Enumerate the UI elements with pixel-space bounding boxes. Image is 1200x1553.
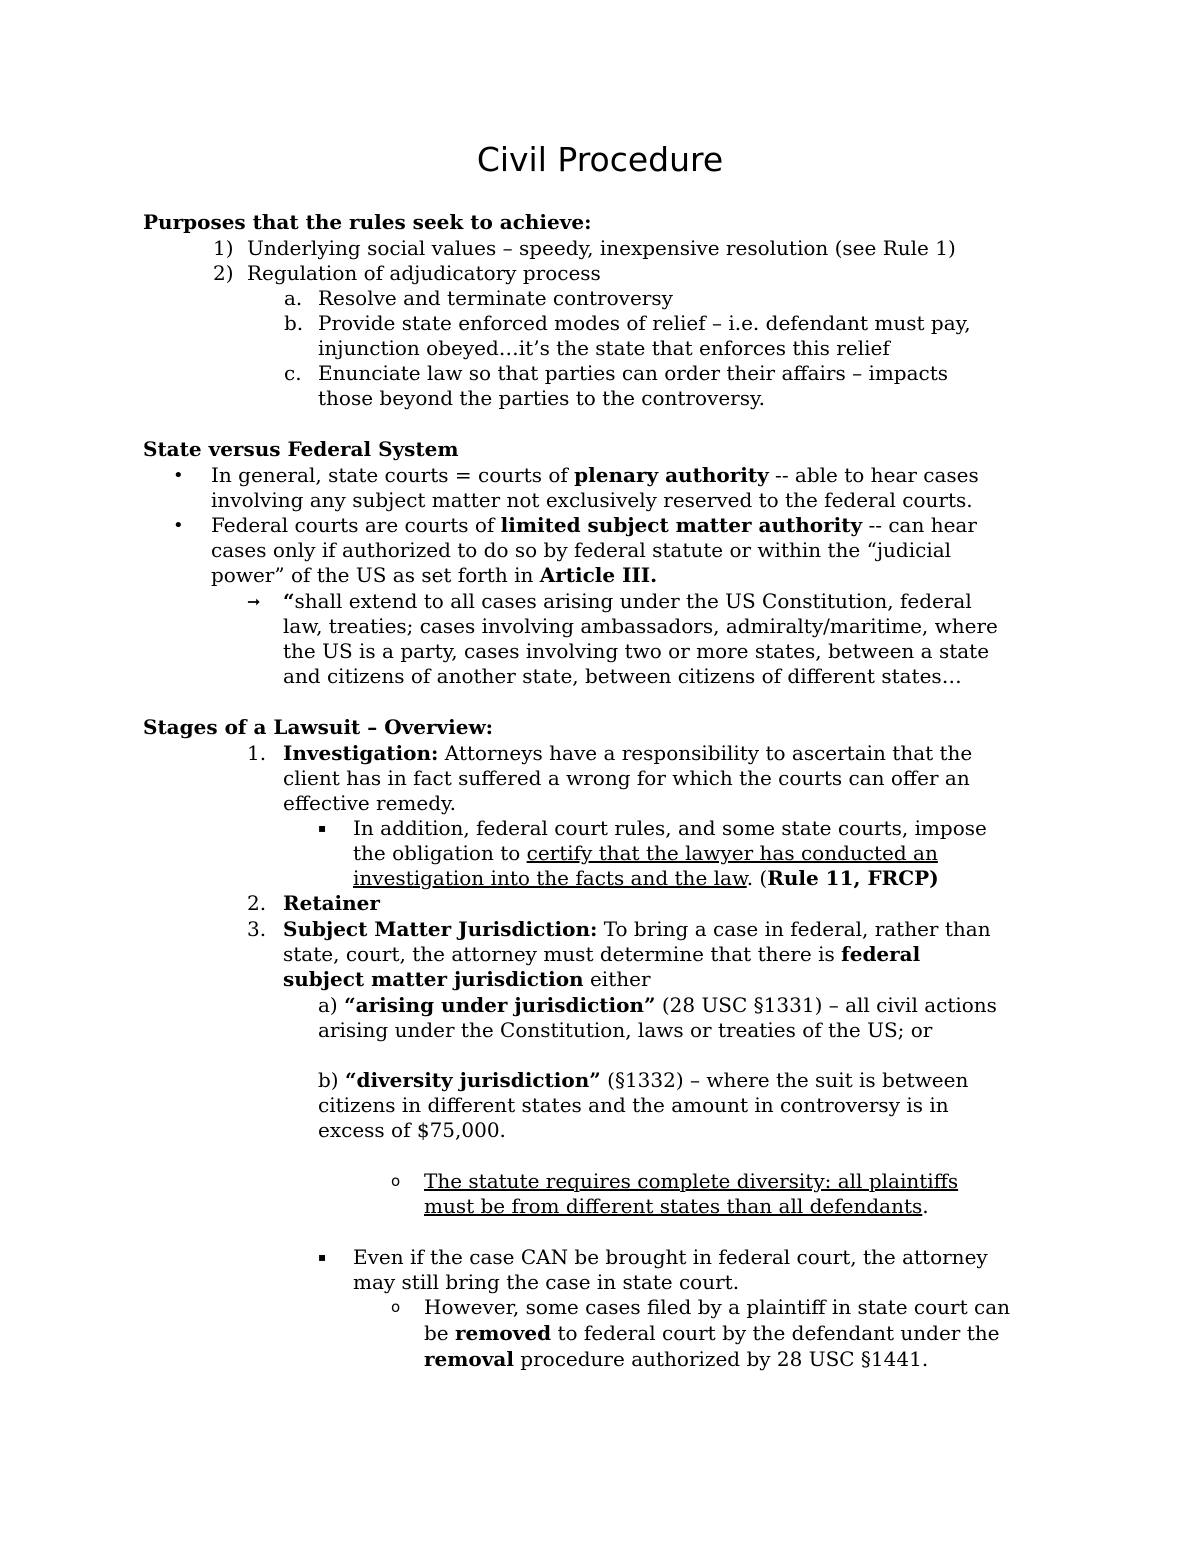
list-marker: b. [284, 311, 304, 335]
list-item-continued: must be from different states than all defendants. [424, 1194, 929, 1218]
bullet-icon: • [173, 515, 184, 536]
section-heading-state-federal: State versus Federal System [143, 437, 459, 461]
sub-item-continued: excess of $75,000. [318, 1118, 506, 1142]
sub-item-continued: arising under the Constitution, laws or treaties of the US; or [318, 1018, 933, 1042]
list-marker: 2. [247, 891, 267, 915]
list-marker: a. [284, 286, 303, 310]
list-item-continued: state, court, the attorney must determine that there is federal [283, 942, 921, 966]
bullet-icon: • [173, 465, 184, 486]
list-item-continued: those beyond the parties to the controversy. [318, 386, 765, 410]
list-item-continued: removal procedure authorized by 28 USC §1441. [424, 1347, 929, 1371]
list-item: Underlying social values – speedy, inexpensive resolution (see Rule 1) [247, 236, 956, 260]
quote-line: the US is a party, cases involving two or more states, between a state [283, 639, 990, 663]
list-marker: 3. [247, 917, 267, 941]
list-item: Investigation: Attorneys have a responsibility to ascertain that the [283, 741, 973, 765]
list-item: Enunciate law so that parties can order their affairs – impacts [318, 361, 949, 385]
list-item: In general, state courts = courts of plenary authority -- able to hear cases [211, 463, 979, 487]
list-marker: 1. [247, 741, 267, 765]
quote-line: law, treaties; cases involving ambassadors, admiralty/maritime, where [283, 614, 998, 638]
list-item-continued: subject matter jurisdiction either [283, 967, 651, 991]
list-item-continued: injunction obeyed…it’s the state that enforces this relief [318, 336, 890, 360]
list-item-continued: involving any subject matter not exclusively reserved to the federal courts. [211, 488, 973, 512]
list-item: Subject Matter Jurisdiction: To bring a case in federal, rather than [283, 917, 991, 941]
quote-line: and citizens of another state, between citizens of different states… [283, 664, 962, 688]
list-item: Regulation of adjudicatory process [247, 261, 601, 285]
sub-item-diversity: b) “diversity jurisdiction” (§1332) – where the suit is between [318, 1068, 969, 1092]
quote-line: “shall extend to all cases arising under the US Constitution, federal [283, 589, 972, 613]
list-item-continued: be removed to federal court by the defendant under the [424, 1321, 1000, 1345]
list-item: Retainer [283, 891, 380, 915]
list-item: However, some cases filed by a plaintiff in state court can [424, 1295, 1011, 1319]
list-item: Federal courts are courts of limited subject matter authority -- can hear [211, 513, 977, 537]
list-marker: 1) [213, 236, 234, 260]
section-heading-purposes: Purposes that the rules seek to achieve: [143, 210, 592, 234]
list-item: Provide state enforced modes of relief – i.e. defendant must pay, [318, 311, 971, 335]
list-item-continued: investigation into the facts and the law. (Rule 11, FRCP) [353, 866, 939, 890]
list-item-continued: the obligation to certify that the lawyer has conducted an [353, 841, 938, 865]
list-item: Even if the case CAN be brought in federal court, the attorney [353, 1245, 988, 1269]
list-marker: 2) [213, 261, 234, 285]
page-title: Civil Procedure [476, 140, 724, 179]
list-item-continued: client has in fact suffered a wrong for which the courts can offer an [283, 766, 970, 790]
list-item: The statute requires complete diversity: all plaintiffs [424, 1169, 959, 1193]
list-item-continued: power” of the US as set forth in Article III. [211, 563, 658, 587]
list-item: Resolve and terminate controversy [318, 286, 673, 310]
circle-bullet-icon: o [391, 1298, 401, 1316]
section-heading-stages: Stages of a Lawsuit – Overview: [143, 715, 494, 739]
list-item-continued: effective remedy. [283, 791, 457, 815]
sub-item-arising-under: a) “arising under jurisdiction” (28 USC §1331) – all civil actions [318, 993, 997, 1017]
sub-item-continued: citizens in different states and the amount in controversy is in [318, 1093, 949, 1117]
square-bullet-icon: ▪ [318, 1250, 327, 1264]
list-item-continued: cases only if authorized to do so by federal statute or within the “judicial [211, 538, 952, 562]
list-marker: c. [284, 361, 302, 385]
circle-bullet-icon: o [391, 1172, 401, 1190]
arrow-icon: ➞ [247, 592, 261, 611]
list-item-continued: may still bring the case in state court. [353, 1270, 740, 1294]
list-item: In addition, federal court rules, and some state courts, impose [353, 816, 987, 840]
square-bullet-icon: ▪ [318, 821, 327, 835]
